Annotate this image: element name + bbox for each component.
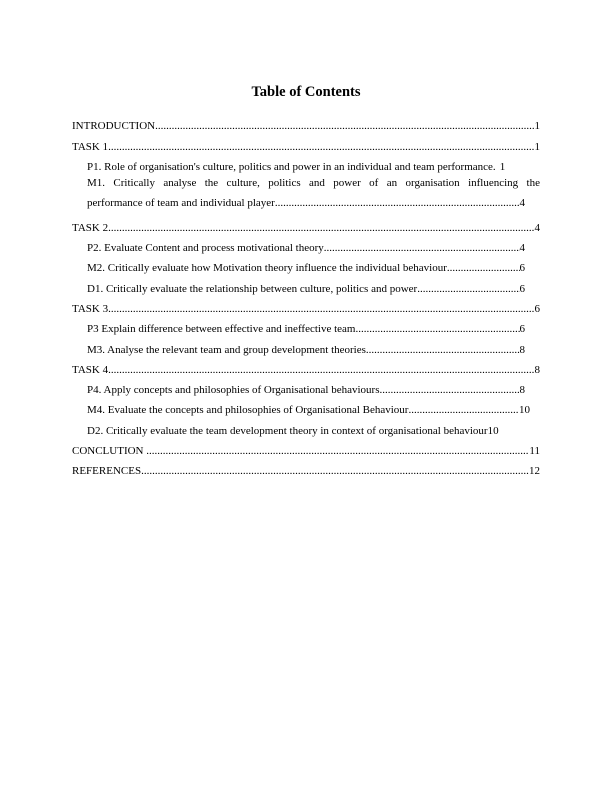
toc-entry-d2[interactable] xyxy=(72,416,540,436)
toc-page-number: 8 xyxy=(519,343,525,356)
toc-entry-label: P1. Role of organisation's culture, politics and power in an individual and team performance. xyxy=(87,160,496,173)
toc-entry-label: M1. Critically analyse the culture, politics and power of an organisation influencing the xyxy=(87,176,540,189)
toc-page-number: 11 xyxy=(529,445,540,458)
toc-entry-p2[interactable] xyxy=(72,234,525,254)
dot-leader xyxy=(275,193,520,213)
toc-entry-label: INTRODUCTION xyxy=(72,120,156,133)
toc-entry-label: P3 Explain difference between effective and ineffective team xyxy=(87,323,356,336)
toc-entry-label-continued xyxy=(87,193,525,213)
toc-page-number: 1 xyxy=(499,160,506,173)
toc-entry-task-3[interactable] xyxy=(72,295,540,315)
toc-entry-label: TASK 2 xyxy=(72,221,109,234)
toc-entry-p4[interactable] xyxy=(72,376,525,396)
dot-leader xyxy=(108,141,534,153)
toc-page-number: 6 xyxy=(519,323,525,336)
toc-entry-label: TASK 3 xyxy=(72,302,109,315)
dot-leader xyxy=(324,242,520,254)
dot-leader xyxy=(108,222,534,234)
dot-leader xyxy=(366,344,520,356)
toc-entry-label-line2: performance of team and individual player xyxy=(87,197,275,210)
toc-entry-label: CONCLUTION xyxy=(72,445,147,458)
toc-page-number: 8 xyxy=(534,363,540,376)
toc-entry-m4[interactable] xyxy=(72,396,530,416)
dot-leader xyxy=(155,120,534,132)
dot-leader xyxy=(355,323,519,335)
toc-entry-m1[interactable] xyxy=(72,173,540,214)
toc-entry-p3[interactable] xyxy=(72,315,525,335)
dot-leader xyxy=(108,303,534,315)
dot-leader xyxy=(146,445,529,457)
toc-entry-label: D1. Critically evaluate the relationship between culture, politics and power xyxy=(87,282,418,295)
toc-entry-label: TASK 4 xyxy=(72,363,109,376)
dot-leader xyxy=(408,404,519,416)
toc-entry-label: TASK 1 xyxy=(72,140,109,153)
toc-entry-references[interactable] xyxy=(72,457,540,477)
toc-entry-label: M4. Evaluate the concepts and philosophies of Organisational Behaviour xyxy=(87,404,409,417)
toc-entry-label: REFERENCES xyxy=(72,465,142,478)
toc-entry-task-4[interactable] xyxy=(72,356,540,376)
toc-entry-introduction[interactable] xyxy=(72,112,540,132)
toc-entry-label: P2. Evaluate Content and process motivational theory xyxy=(87,242,324,255)
toc-page-number: 4 xyxy=(519,242,525,255)
toc-page-number: 1 xyxy=(534,140,540,153)
toc-entry-label: M3. Analyse the relevant team and group development theories xyxy=(87,343,366,356)
toc-entry-m2[interactable] xyxy=(72,254,525,274)
toc-page-number: 10 xyxy=(519,404,530,417)
dot-leader xyxy=(108,364,534,376)
toc-entry-task-1[interactable] xyxy=(72,132,540,152)
toc-page-number: 4 xyxy=(519,197,525,210)
toc-entry-conclution[interactable] xyxy=(72,437,540,457)
page-title: Table of Contents xyxy=(251,84,361,100)
toc-entry-m3[interactable] xyxy=(72,335,525,355)
table-of-contents xyxy=(72,112,540,477)
dot-leader xyxy=(417,283,519,295)
dot-leader xyxy=(141,465,529,477)
toc-page-number: 10 xyxy=(487,424,499,437)
toc-page-number: 1 xyxy=(534,120,540,133)
toc-page-number: 12 xyxy=(529,465,540,478)
toc-page-number: 6 xyxy=(519,262,525,275)
toc-entry-label: M2. Critically evaluate how Motivation theory influence the individual behaviour xyxy=(87,262,447,275)
dot-leader xyxy=(379,384,519,396)
dot-leader xyxy=(447,262,520,274)
toc-entry-d1[interactable] xyxy=(72,274,525,294)
toc-entry-label: D2. Critically evaluate the team development theory in context of organisational behaviour xyxy=(87,424,488,437)
toc-entry-task-2[interactable] xyxy=(72,213,540,233)
toc-page-number: 6 xyxy=(534,302,540,315)
toc-page-number: 4 xyxy=(534,221,540,234)
toc-entry-label: P4. Apply concepts and philosophies of Organisational behaviours xyxy=(87,384,380,397)
toc-entry-p1[interactable] xyxy=(72,153,540,173)
toc-page-number: 6 xyxy=(519,282,525,295)
toc-page-number: 8 xyxy=(519,384,525,397)
